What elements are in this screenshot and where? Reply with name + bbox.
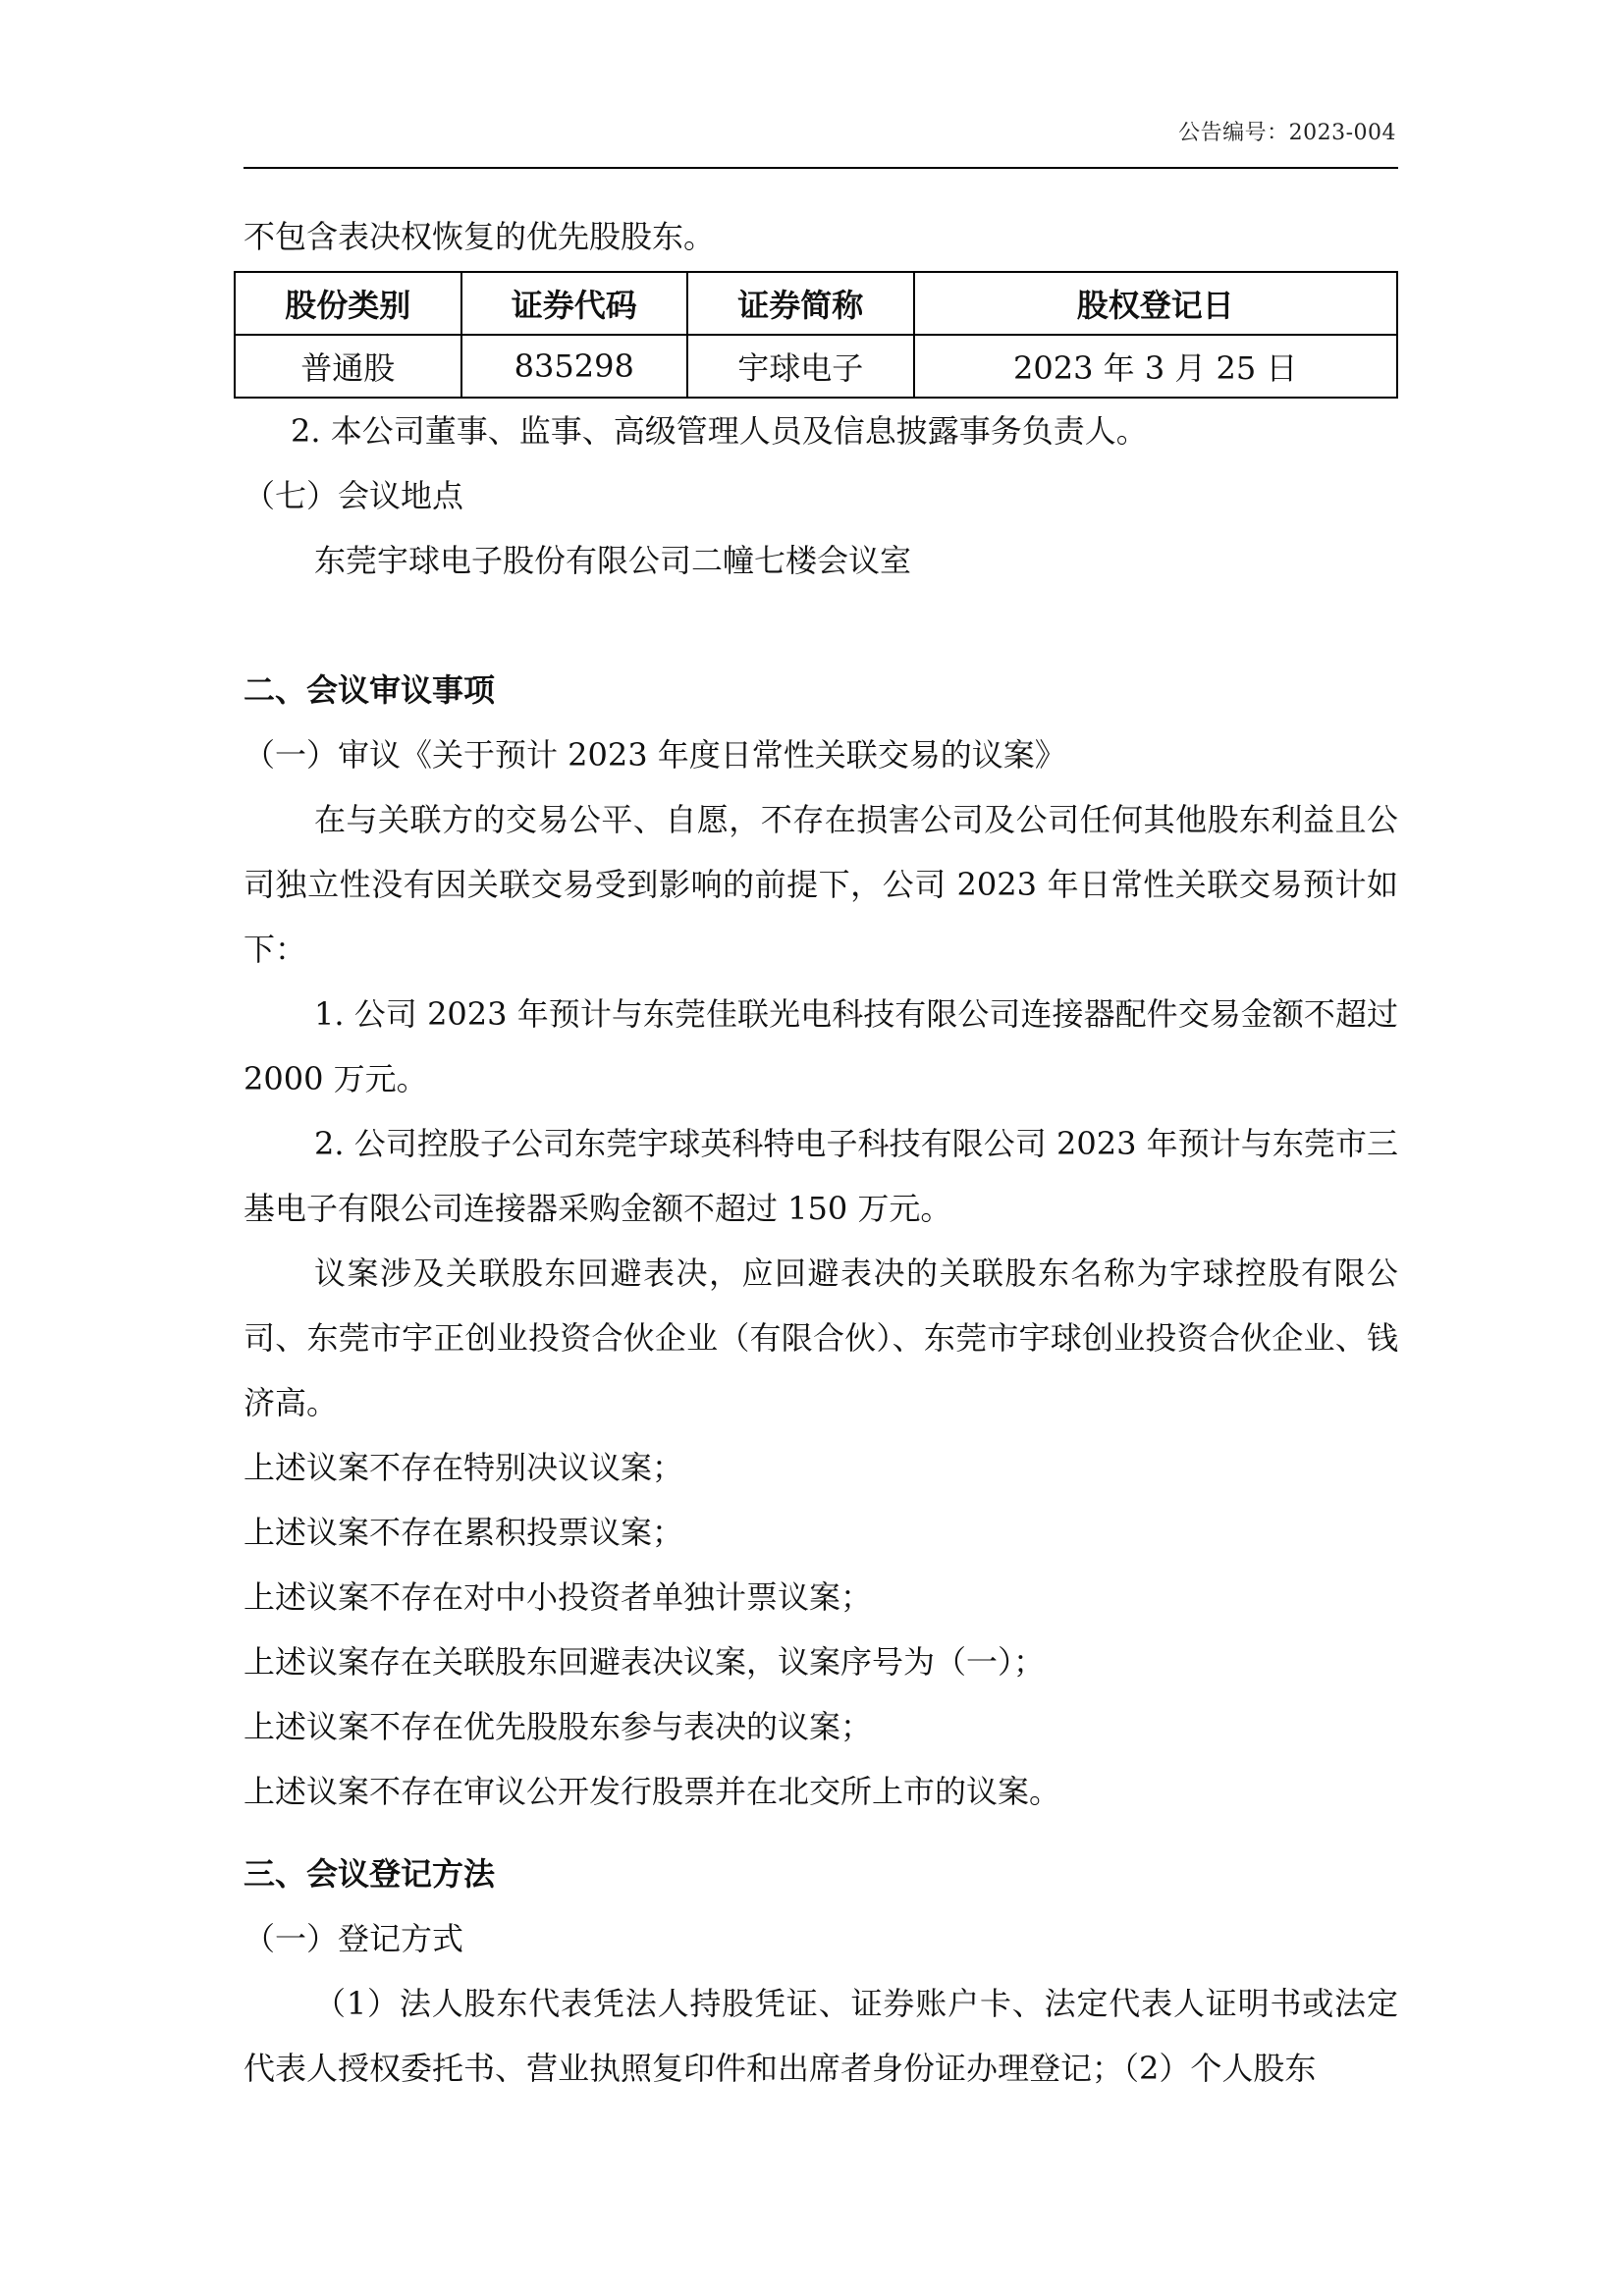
venue-heading: （七）会议地点 (244, 477, 464, 514)
note-line: 上述议案不存在特别决议议案； (244, 1449, 684, 1486)
note-line: 上述议案存在关联股东回避表决议案，议案序号为（一）； (244, 1643, 1046, 1681)
table-cell: 宇球电子 (687, 335, 914, 398)
table-header-row (235, 272, 1397, 335)
section-2-item-2: 2. 公司控股子公司东莞宇球英科特电子科技有限公司 2023 年预计与东莞市三基电子有限公司连接器采购金额不超过 150 万元。 (244, 1125, 1398, 1227)
table-header-cell: 股权登记日 (914, 272, 1398, 335)
attendee-item-2: 2. 本公司董事、监事、高级管理人员及信息披露事务负责人。 (291, 412, 1148, 450)
section-2-subtitle: （一）审议《关于预计 2023 年度日常性关联交易的议案》 (244, 736, 1066, 774)
note-line: 上述议案不存在对中小投资者单独计票议案； (244, 1578, 873, 1616)
section-3-para: （1）法人股东代表凭法人持股凭证、证券账户卡、法定代表人证明书或法定代表人授权委托书、营业执照复印件和出席者身份证办理登记；（2）个人股东 (244, 1985, 1398, 2087)
section-3-subtitle: （一）登记方式 (244, 1920, 464, 1957)
section-2-para-2: 议案涉及关联股东回避表决，应回避表决的关联股东名称为宇球控股有限公司、东莞市宇正创业投资合伙企业（有限合伙）、东莞市宇球创业投资合伙企业、钱济高。 (244, 1255, 1398, 1421)
venue-text: 东莞宇球电子股份有限公司二幢七楼会议室 (314, 542, 912, 579)
announcement-number: 公告编号：2023-004 (1178, 121, 1396, 145)
header-divider (244, 167, 1398, 169)
table-header-cell: 证券简称 (687, 272, 914, 335)
section-3-title: 三、会议登记方法 (244, 1855, 496, 1893)
section-2-title: 二、会议审议事项 (244, 671, 496, 709)
table-cell: 普通股 (235, 335, 461, 398)
table-row (235, 335, 1397, 398)
note-line: 上述议案不存在优先股股东参与表决的议案； (244, 1708, 873, 1745)
table-cell: 2023 年 3 月 25 日 (914, 335, 1398, 398)
note-line: 上述议案不存在审议公开发行股票并在北交所上市的议案。 (244, 1773, 1061, 1810)
note-line: 上述议案不存在累积投票议案； (244, 1514, 684, 1551)
intro-line: 不包含表决权恢复的优先股股东。 (244, 218, 716, 255)
table-header-cell: 股份类别 (235, 272, 461, 335)
section-2-para-1: 在与关联方的交易公平、自愿，不存在损害公司及公司任何其他股东利益且公司独立性没有因关联交易受到影响的前提下，公司 2023 年日常性关联交易预计如下： (244, 801, 1398, 968)
section-2-item-1: 1. 公司 2023 年预计与东莞佳联光电科技有限公司连接器配件交易金额不超过 2000 万元。 (244, 995, 1398, 1097)
table-header-cell: 证券代码 (461, 272, 688, 335)
document-body (244, 204, 1398, 2101)
registration-table (234, 271, 1398, 399)
table-cell: 835298 (461, 335, 688, 398)
